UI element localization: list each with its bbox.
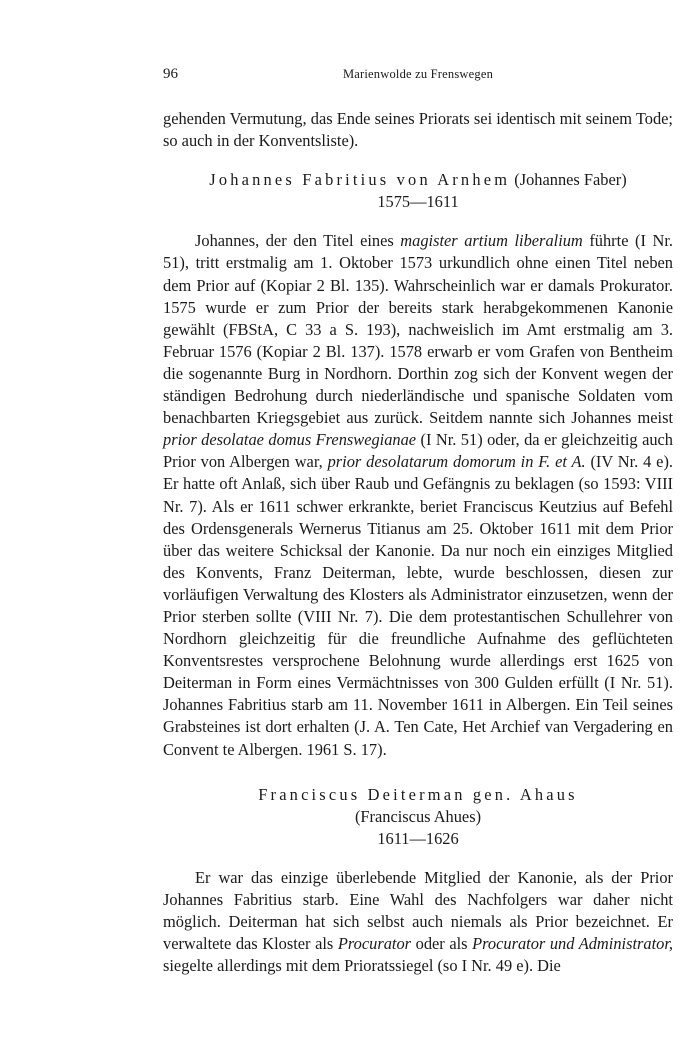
entry-body-fabritius	[163, 230, 673, 760]
entry-heading-deiterman	[163, 784, 673, 850]
entry-alias: (Franciscus Ahues)	[354, 806, 482, 826]
running-title: Marienwolde zu Frenswegen	[342, 67, 494, 81]
body-text: oder als	[411, 934, 473, 954]
body-text: (IV Nr. 4 e). Er hatte oft Anlaß, sich über Raub und Gefängnis zu beklagen (so 1593: VIII Nr. 7). Als er 1611 schwer erkrankte, beriet Franciscus Keutzius auf Befehl des Ordensgenerals Wernerus Titianus am 25. Oktober 1611 mit dem Prior über das weitere Schicksal der Kanonie. Da nur noch ein einziges Mitglied des Konvents, Franz Deiterman, lebte, wurde beschlossen, diesen zur vorläufigen Verwaltung des Klosters als Administrator einzusetzen, wenn der Prior sterben sollte (VIII Nr. 7). Die dem protestantischen Schullehrer von Nordhorn gleichzeitig für die freundliche Aufnahme des geflüchteten Konventsrestes versprochene Belohnung wurde allerdings erst 1625 von Deiterman in Form eines Vermächtnisses von 300 Gulden erfüllt (I Nr. 51). Johannes Fabritius starb am 11. November 1611 in Albergen. Ein Teil seines Grabsteines ist dort erhalten (J. A. Ten Cate, Het Archief van Vergadering en Convent te Albergen. 1961 S. 17).	[163, 452, 673, 759]
body-text: Er war das einzige überlebende Mitglied der Kanonie, als der Prior Johannes Fabritius starb. Eine Wahl des Nachfolgers war daher nicht möglich. Deiterman hat sich selbst auch niemals als Prior bezeichnet. Er verwaltete das Kloster als	[163, 867, 673, 954]
entry-body-deiterman	[163, 867, 673, 977]
italic-phrase: prior desolatae domus Frenswegianae	[163, 430, 417, 450]
body-text: siegelte allerdings mit dem Prioratssiegel (so I Nr. 49 e). Die	[163, 956, 561, 976]
italic-phrase: Procurator und Administrator,	[472, 934, 673, 954]
entry-name-line	[163, 169, 673, 191]
body-text: (I Nr. 51) oder, da er gleichzeitig auch Prior von Albergen war,	[163, 430, 674, 472]
body-text: führte (I Nr. 51), tritt erstmalig am 1. Oktober 1573 urkundlich ohne einen Titel neben dem Prior auf (Kopiar 2 Bl. 135). Wahrscheinlich war er damals Prokurator. 1575 wurde er zum Prior der bereits stark herabgekommenen Kanonie gewählt (FBStA, C 33 a S. 193), nachweislich im Amt erstmalig am 3. Februar 1576 (Kopiar 2 Bl. 137). 1578 erwarb er vom Grafen von Bentheim die sogenannte Burg in Nordhorn. Dorthin zog sich der Konvent wegen der ständigen Bedrohung durch niederländische und spanische Soldaten vom benachbarten Kriegsgebiet aus zurück. Seitdem nannte sich Johannes meist	[163, 231, 673, 428]
page-number: 96	[163, 66, 178, 82]
entry-years: 1575—1611	[377, 192, 459, 212]
entry-heading-fabritius	[163, 169, 673, 213]
body-text: Johannes, der den Titel eines	[195, 231, 401, 251]
entry-alias: (Johannes Faber)	[514, 170, 627, 190]
entry-name: Franciscus Deiterman gen. Ahaus	[258, 784, 578, 804]
book-page	[163, 66, 673, 977]
running-head	[163, 66, 673, 88]
italic-phrase: prior desolatarum domorum in F. et A.	[327, 452, 586, 472]
italic-phrase: magister artium liberalium	[400, 231, 583, 251]
entry-years: 1611—1626	[377, 828, 459, 848]
entry-name: Johannes Fabritius von Arnhem	[209, 170, 511, 190]
continued-paragraph: gehenden Vermutung, das Ende seines Priorats sei identisch mit seinem Tode; so auch in der Konventsliste).	[163, 109, 673, 151]
italic-phrase: Procurator	[337, 934, 412, 954]
entry-name-line	[163, 784, 673, 806]
